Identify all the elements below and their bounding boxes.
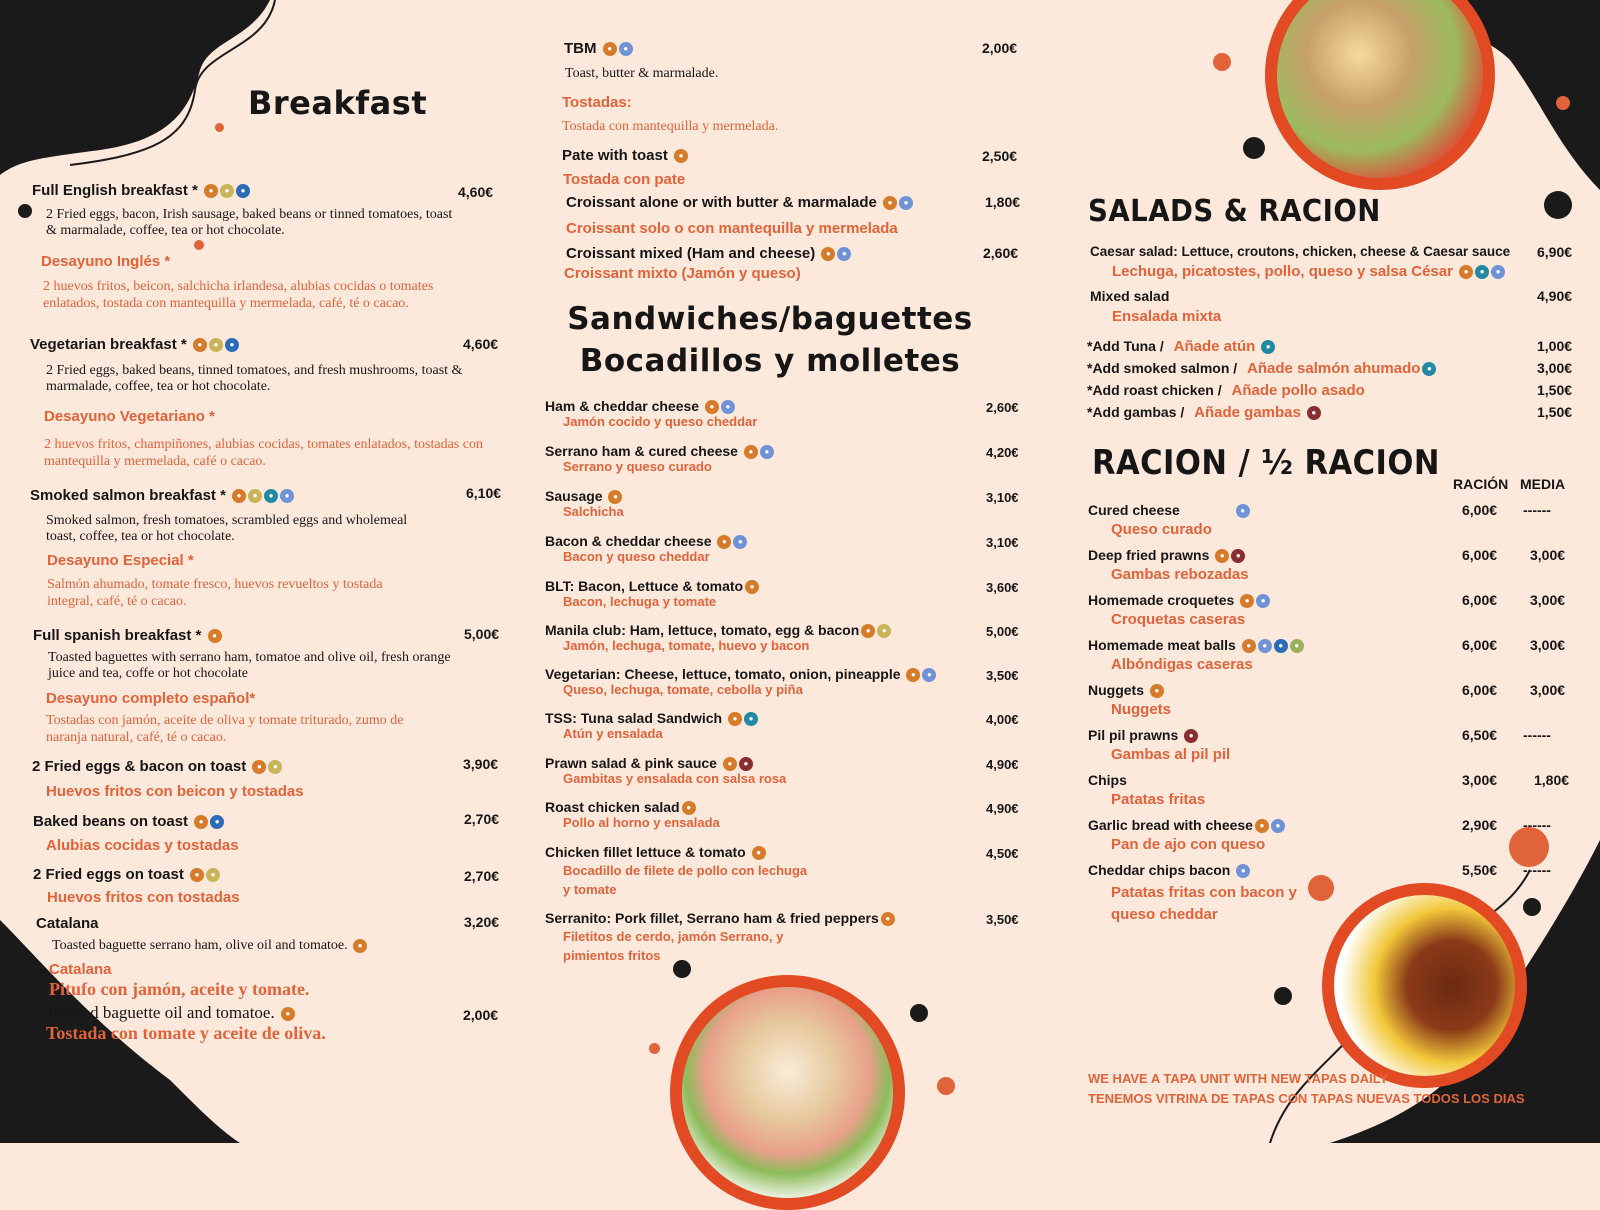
- addon-name-es: Añade atún: [1173, 338, 1256, 355]
- price: 5,00€: [986, 624, 1019, 639]
- sandwiches-title-line1: Sandwiches/baguettes: [567, 301, 973, 337]
- addon-item: *Add Tuna / Añade atún ●: [1087, 338, 1275, 355]
- menu-item-name-es: Filetitos de cerdo, jamón Serrano, y: [563, 929, 784, 945]
- menu-item-name: Pil pil prawns ●: [1088, 727, 1198, 743]
- menu-item-name: Toasted baguette oil and tomatoe. ●: [46, 1005, 295, 1021]
- menu-item-desc: Toast, butter & marmalade.: [565, 66, 719, 81]
- milk-icon: ●: [236, 184, 250, 198]
- menu-item-name: Ham & cheddar cheese ● ●: [545, 398, 757, 414]
- menu-item-desc-es: Tostadas con jamón, aceite de oliva y tomate triturado, zumo de naranja natural, café, té o cacao.: [46, 713, 404, 745]
- celery-icon: ●: [1290, 639, 1304, 653]
- menu-item-name: Homemade meat balls ● ● ● ●: [1088, 637, 1304, 653]
- lactose-icon: ●: [1271, 819, 1285, 833]
- list-item: [545, 578, 759, 609]
- menu-item-name: Manila club: Ham, lettuce, tomato, egg & bacon ● ●: [545, 622, 891, 638]
- price: 2,70€: [464, 811, 500, 827]
- menu-item-name: Serranito: Pork fillet, Serrano ham & fried peppers ●: [545, 910, 895, 926]
- gluten-icon: ●: [1240, 594, 1254, 608]
- gluten-icon: ●: [728, 712, 742, 726]
- gluten-icon: ●: [881, 912, 895, 926]
- decor-dot: [1509, 827, 1549, 867]
- menu-item-name-es: Gambitas y ensalada con salsa rosa: [563, 771, 787, 787]
- price-media: ------: [1523, 817, 1551, 833]
- menu-item-name-es: Patatas fritas: [1111, 791, 1206, 808]
- gluten-icon: ●: [193, 338, 207, 352]
- price: 4,00€: [986, 712, 1019, 727]
- gluten-icon: ●: [723, 757, 737, 771]
- menu-item-name: BLT: Bacon, Lettuce & tomato ●: [545, 578, 759, 594]
- sandwiches-title: [560, 298, 980, 382]
- menu-item-name: Full English breakfast * ● ● ●: [32, 182, 250, 199]
- menu-item-name: Catalana: [36, 915, 99, 932]
- menu-item-name-es: Pollo al horno y ensalada: [563, 815, 720, 831]
- milk-icon: ●: [225, 338, 239, 352]
- menu-item-name: Cured cheese ●: [1088, 502, 1250, 518]
- price-media: ------: [1523, 862, 1551, 878]
- decor-dot: [1523, 898, 1541, 916]
- price: 5,00€: [464, 626, 500, 642]
- price-racion: 6,00€: [1462, 547, 1498, 563]
- salads-title: SALADS & RACION: [1088, 194, 1381, 229]
- lactose-icon: ●: [922, 668, 936, 682]
- price: 4,60€: [463, 336, 499, 352]
- fish-icon: ●: [1422, 362, 1436, 376]
- menu-item-name-es: Croissant mixto (Jamón y queso): [564, 265, 801, 282]
- list-item: [545, 710, 758, 741]
- price: 3,50€: [986, 912, 1019, 927]
- menu-item-name-es: Huevos fritos con beicon y tostadas: [46, 783, 304, 800]
- menu-item-name: Serrano ham & cured cheese ● ●: [545, 443, 774, 459]
- menu-item-desc: Smoked salmon, fresh tomatoes, scrambled eggs and wholemeal toast, coffee, tea or hot chocolate.: [46, 513, 408, 544]
- list-item: [545, 755, 786, 786]
- menu-item-desc-es: 2 huevos fritos, beicon, salchicha irlandesa, alubias cocidas o tomates enlatados, tostada con mantequilla y mermelada, café, té o cacao.: [43, 279, 434, 311]
- list-item: [545, 666, 936, 697]
- egg-icon: ●: [877, 624, 891, 638]
- column-header-media: MEDIA: [1520, 476, 1566, 492]
- price-media: 3,00€: [1530, 637, 1566, 653]
- menu-item-desc-es: Tostada con tomate y aceite de oliva.: [46, 1023, 326, 1043]
- menu-item-name: Prawn salad & pink sauce ● ●: [545, 755, 786, 771]
- list-item: [545, 398, 757, 429]
- menu-item-name-es: Queso curado: [1111, 521, 1212, 538]
- gluten-icon: ●: [1242, 639, 1256, 653]
- menu-item-name: Chips: [1088, 772, 1127, 788]
- lactose-icon: ●: [1256, 594, 1270, 608]
- menu-item-name: TSS: Tuna salad Sandwich ● ●: [545, 710, 758, 726]
- price-media: 3,00€: [1530, 547, 1566, 563]
- lactose-icon: ●: [721, 400, 735, 414]
- gluten-icon: ●: [821, 247, 835, 261]
- decor-dot: [937, 1077, 955, 1095]
- gluten-icon: ●: [883, 196, 897, 210]
- decor-dot: [649, 1043, 660, 1054]
- price: 3,50€: [986, 668, 1019, 683]
- menu-item-name-es: Bacon, lechuga y tomate: [563, 594, 717, 610]
- price: 6,10€: [466, 485, 502, 501]
- sandwiches-title-line2: Bocadillos y molletes: [579, 343, 961, 379]
- gluten-icon: ●: [705, 400, 719, 414]
- price: 2,00€: [982, 40, 1018, 56]
- crustacean-icon: ●: [739, 757, 753, 771]
- menu-item-name-es: Tostada con pate: [563, 171, 686, 188]
- column-header-racion: RACIÓN: [1453, 476, 1509, 492]
- menu-item-name: Sausage ●: [545, 488, 624, 504]
- menu-item-name-es: Patatas fritas con bacon y: [1111, 884, 1297, 901]
- menu-item-name-es: Desayuno Vegetariano *: [44, 408, 215, 425]
- decor-dot: [910, 1004, 928, 1022]
- menu-item-desc-es: Pitufo con jamón, aceite y tomate.: [49, 979, 310, 999]
- price: 4,60€: [458, 184, 494, 200]
- menu-item-desc-es: 2 huevos fritos, champiñones, alubias cocidas, tomates enlatados, tostadas con mantequilla y mermelada, café o cacao.: [44, 437, 483, 469]
- list-item: [545, 844, 807, 897]
- price: 4,90€: [1537, 288, 1573, 304]
- decor-dot: [1243, 137, 1265, 159]
- menu-item-desc: 2 Fried eggs, bacon, Irish sausage, baked beans or tinned tomatoes, toast & marmalade, coffee, tea or hot chocolate.: [46, 207, 453, 238]
- decor-dot: [1274, 987, 1292, 1005]
- price: 3,60€: [986, 580, 1019, 595]
- menu-item-name-es: Lechuga, picatostes, pollo, queso y salsa César ● ● ●: [1112, 263, 1505, 280]
- price: 3,10€: [986, 535, 1019, 550]
- lactose-icon: ●: [760, 445, 774, 459]
- menu-item-name-es: Bacon y queso cheddar: [563, 549, 710, 565]
- price-racion: 2,90€: [1462, 817, 1498, 833]
- price-racion: 6,50€: [1462, 727, 1498, 743]
- decor-dot: [18, 204, 32, 218]
- menu-item-name-es-cont: queso cheddar: [1111, 906, 1218, 923]
- addon-item: *Add smoked salmon / Añade salmón ahumado ●: [1087, 360, 1436, 377]
- fish-icon: ●: [1261, 340, 1275, 354]
- gluten-icon: ●: [745, 580, 759, 594]
- menu-item-name: Nuggets ●: [1088, 682, 1164, 698]
- menu-item-name-es: Tostadas:: [562, 94, 632, 111]
- lactose-icon: ●: [1258, 639, 1272, 653]
- price: 3,20€: [464, 914, 500, 930]
- lactose-icon: ●: [837, 247, 851, 261]
- menu-item-desc: Toasted baguettes with serrano ham, tomatoe and olive oil, fresh orange juice and tea, coffe or hot chocolate: [48, 650, 451, 681]
- gluten-icon: ●: [1255, 819, 1269, 833]
- menu-item-name: Croissant mixed (Ham and cheese) ● ●: [566, 245, 851, 262]
- menu-item-name-es: Alubias cocidas y tostadas: [46, 837, 239, 854]
- decor-dot: [1544, 191, 1572, 219]
- price: 3,10€: [986, 490, 1019, 505]
- gluten-icon: ●: [281, 1007, 295, 1021]
- price: 1,50€: [1537, 382, 1573, 398]
- menu-item-name: Pate with toast ●: [562, 147, 688, 164]
- gluten-icon: ●: [682, 801, 696, 815]
- menu-item-name-es: Croissant solo o con mantequilla y mermelada: [566, 220, 898, 237]
- gluten-icon: ●: [1215, 549, 1229, 563]
- milk-icon: ●: [210, 815, 224, 829]
- menu-item-name: Croissant alone or with butter & marmalade ● ●: [566, 194, 913, 211]
- menu-item-name-es: Desayuno completo español*: [46, 690, 256, 707]
- gluten-icon: ●: [608, 490, 622, 504]
- gluten-icon: ●: [744, 445, 758, 459]
- gluten-icon: ●: [674, 149, 688, 163]
- gluten-icon: ●: [906, 668, 920, 682]
- egg-icon: ●: [268, 760, 282, 774]
- price: 1,50€: [1537, 404, 1573, 420]
- decor-dot: [215, 123, 224, 132]
- gluten-icon: ●: [208, 629, 222, 643]
- price-racion: 6,00€: [1462, 502, 1498, 518]
- fish-icon: ●: [1475, 265, 1489, 279]
- decor-dot: [1556, 96, 1570, 110]
- price: 1,00€: [1537, 338, 1573, 354]
- list-item: [545, 443, 774, 474]
- price-media: 3,00€: [1530, 592, 1566, 608]
- price: 1,80€: [985, 194, 1021, 210]
- price: 4,20€: [986, 445, 1019, 460]
- crustacean-icon: ●: [1184, 729, 1198, 743]
- price: 2,50€: [982, 148, 1018, 164]
- gluten-icon: ●: [353, 939, 367, 953]
- menu-item-name-es: Atún y ensalada: [563, 726, 663, 742]
- decor-dot: [1308, 875, 1334, 901]
- footer-notice-es: TENEMOS VITRINA DE TAPAS CON TAPAS NUEVAS TODOS LOS DIAS: [1088, 1091, 1525, 1106]
- menu-item-name-es: Jamón, lechuga, tomate, huevo y bacon: [563, 638, 810, 654]
- menu-item-name: Cheddar chips bacon ●: [1088, 862, 1250, 878]
- list-item: [545, 799, 720, 830]
- gluten-icon: ●: [204, 184, 218, 198]
- menu-item-name: Roast chicken salad ●: [545, 799, 720, 815]
- price-racion: 5,50€: [1462, 862, 1498, 878]
- lactose-icon: ●: [1236, 864, 1250, 878]
- decor-dot: [194, 240, 204, 250]
- menu-item-name-es: Nuggets: [1111, 701, 1171, 718]
- gluten-icon: ●: [194, 815, 208, 829]
- menu-item-name-es: Huevos fritos con tostadas: [47, 889, 240, 906]
- fish-icon: ●: [264, 489, 278, 503]
- lactose-icon: ●: [733, 535, 747, 549]
- menu-item-name-es: Desayuno Especial *: [47, 552, 194, 569]
- menu-item-name-es: Gambas rebozadas: [1111, 566, 1249, 583]
- price: 3,00€: [1537, 360, 1573, 376]
- price-racion: 6,00€: [1462, 637, 1498, 653]
- sandwich-photo: [670, 975, 905, 1210]
- gluten-icon: ●: [717, 535, 731, 549]
- addon-name-es: Añade gambas: [1194, 404, 1301, 421]
- addon-name-es: Añade salmón ahumado: [1247, 360, 1421, 377]
- menu-item-name-es: Salchicha: [563, 504, 624, 520]
- menu-item-name-es: Serrano y queso curado: [563, 459, 712, 475]
- menu-item-name-es: Catalana: [49, 961, 112, 978]
- menu-item-name: Deep fried prawns ● ●: [1088, 547, 1245, 563]
- menu-item-name: TBM ● ●: [564, 40, 633, 57]
- menu-item-name: Bacon & cheddar cheese ● ●: [545, 533, 747, 549]
- price: 2,00€: [463, 1007, 499, 1023]
- egg-icon: ●: [220, 184, 234, 198]
- menu-item-name: Vegetarian breakfast * ● ● ●: [30, 336, 239, 353]
- addon-item: *Add roast chicken / Añade pollo asado: [1087, 382, 1365, 399]
- price: 3,90€: [463, 756, 499, 772]
- menu-item-name-es: Jamón cocido y queso cheddar: [563, 414, 758, 430]
- menu-item-name-es: Bocadillo de filete de pollo con lechuga: [563, 863, 808, 879]
- menu-item-name-es: Albóndigas caseras: [1111, 656, 1253, 673]
- gluten-icon: ●: [752, 846, 766, 860]
- menu-item-name: Garlic bread with cheese ● ●: [1088, 817, 1285, 833]
- crustacean-icon: ●: [1307, 406, 1321, 420]
- menu-item-name: Vegetarian: Cheese, lettuce, tomato, onion, pineapple ● ●: [545, 666, 936, 682]
- gluten-icon: ●: [232, 489, 246, 503]
- menu-item-name-es: Ensalada mixta: [1112, 308, 1222, 325]
- gluten-icon: ●: [603, 42, 617, 56]
- menu-item-name: Homemade croquetes ● ●: [1088, 592, 1270, 608]
- menu-item-name: Full spanish breakfast * ●: [33, 627, 222, 644]
- list-item: [545, 910, 895, 963]
- lactose-icon: ●: [1491, 265, 1505, 279]
- menu-item-name-es-cont: pimientos fritos: [563, 948, 661, 964]
- menu-item-desc-es: Salmón ahumado, tomate fresco, huevos revueltos y tostada integral, café, té o cacao.: [47, 577, 383, 609]
- list-item: [545, 533, 747, 564]
- egg-icon: ●: [206, 868, 220, 882]
- addon-name-es: Añade pollo asado: [1231, 382, 1365, 399]
- menu-item-desc: 2 Fried eggs, baked beans, tinned tomatoes, and fresh mushrooms, toast & marmalade, coffee, tea or hot chocolate.: [46, 363, 463, 394]
- lactose-icon: ●: [280, 489, 294, 503]
- price-media: 3,00€: [1530, 682, 1566, 698]
- fish-icon: ●: [744, 712, 758, 726]
- menu-item-name: Smoked salmon breakfast * ● ● ● ●: [30, 487, 294, 504]
- milk-icon: ●: [1274, 639, 1288, 653]
- menu-item-desc: Toasted baguette serrano ham, olive oil and tomatoe. ●: [52, 938, 367, 954]
- price-media: ------: [1523, 502, 1551, 518]
- gluten-icon: ●: [1459, 265, 1473, 279]
- menu-item-desc-es: Tostada con mantequilla y mermelada.: [562, 119, 779, 134]
- egg-icon: ●: [209, 338, 223, 352]
- price-media: ------: [1523, 727, 1551, 743]
- racion-title: RACION / ½ RACION: [1092, 443, 1440, 483]
- list-item: [545, 488, 624, 519]
- price-racion: 6,00€: [1462, 592, 1498, 608]
- gluten-icon: ●: [252, 760, 266, 774]
- menu-item-name: 2 Fried eggs & bacon on toast ● ●: [32, 758, 282, 775]
- price: 2,60€: [986, 400, 1019, 415]
- price: 2,60€: [983, 245, 1019, 261]
- price: 4,50€: [986, 846, 1019, 861]
- addon-item: *Add gambas / Añade gambas ●: [1087, 404, 1321, 421]
- price-racion: 6,00€: [1462, 682, 1498, 698]
- price: 4,90€: [986, 757, 1019, 772]
- price: 2,70€: [464, 868, 500, 884]
- menu-item-name-es: Queso, lechuga, tomate, cebolla y piña: [563, 682, 803, 698]
- lactose-icon: ●: [899, 196, 913, 210]
- menu-item-name: 2 Fried eggs on toast ● ●: [33, 866, 220, 883]
- price: 6,90€: [1537, 244, 1573, 260]
- menu-item-name: Chicken fillet lettuce & tomato ●: [545, 844, 807, 860]
- breakfast-title: Breakfast: [248, 84, 428, 122]
- price: 4,90€: [986, 801, 1019, 816]
- price-media: 1,80€: [1534, 772, 1570, 788]
- lactose-icon: ●: [1236, 504, 1250, 518]
- menu-item-name-es: Croquetas caseras: [1111, 611, 1246, 628]
- gluten-icon: ●: [190, 868, 204, 882]
- decor-dot: [1213, 53, 1231, 71]
- menu-item-name: Baked beans on toast ● ●: [33, 813, 224, 830]
- menu-item-name: Mixed salad: [1090, 288, 1170, 304]
- menu-item-name-es: Desayuno Inglés *: [41, 253, 171, 270]
- menu-item-name-es: Pan de ajo con queso: [1111, 836, 1266, 853]
- footer-notice-en: WE HAVE A TAPA UNIT WITH NEW TAPAS DAILY: [1088, 1071, 1389, 1086]
- price-racion: 3,00€: [1462, 772, 1498, 788]
- gluten-icon: ●: [861, 624, 875, 638]
- crustacean-icon: ●: [1231, 549, 1245, 563]
- menu-item-name-es: Gambas al pil pil: [1111, 746, 1231, 763]
- menu-item-name-es-cont: y tomate: [563, 882, 617, 898]
- menu-item-name: Caesar salad: Lettuce, croutons, chicken, cheese & Caesar sauce: [1090, 244, 1511, 259]
- list-item: [545, 622, 891, 653]
- egg-icon: ●: [248, 489, 262, 503]
- meatballs-photo: [1322, 883, 1527, 1088]
- lactose-icon: ●: [619, 42, 633, 56]
- gluten-icon: ●: [1150, 684, 1164, 698]
